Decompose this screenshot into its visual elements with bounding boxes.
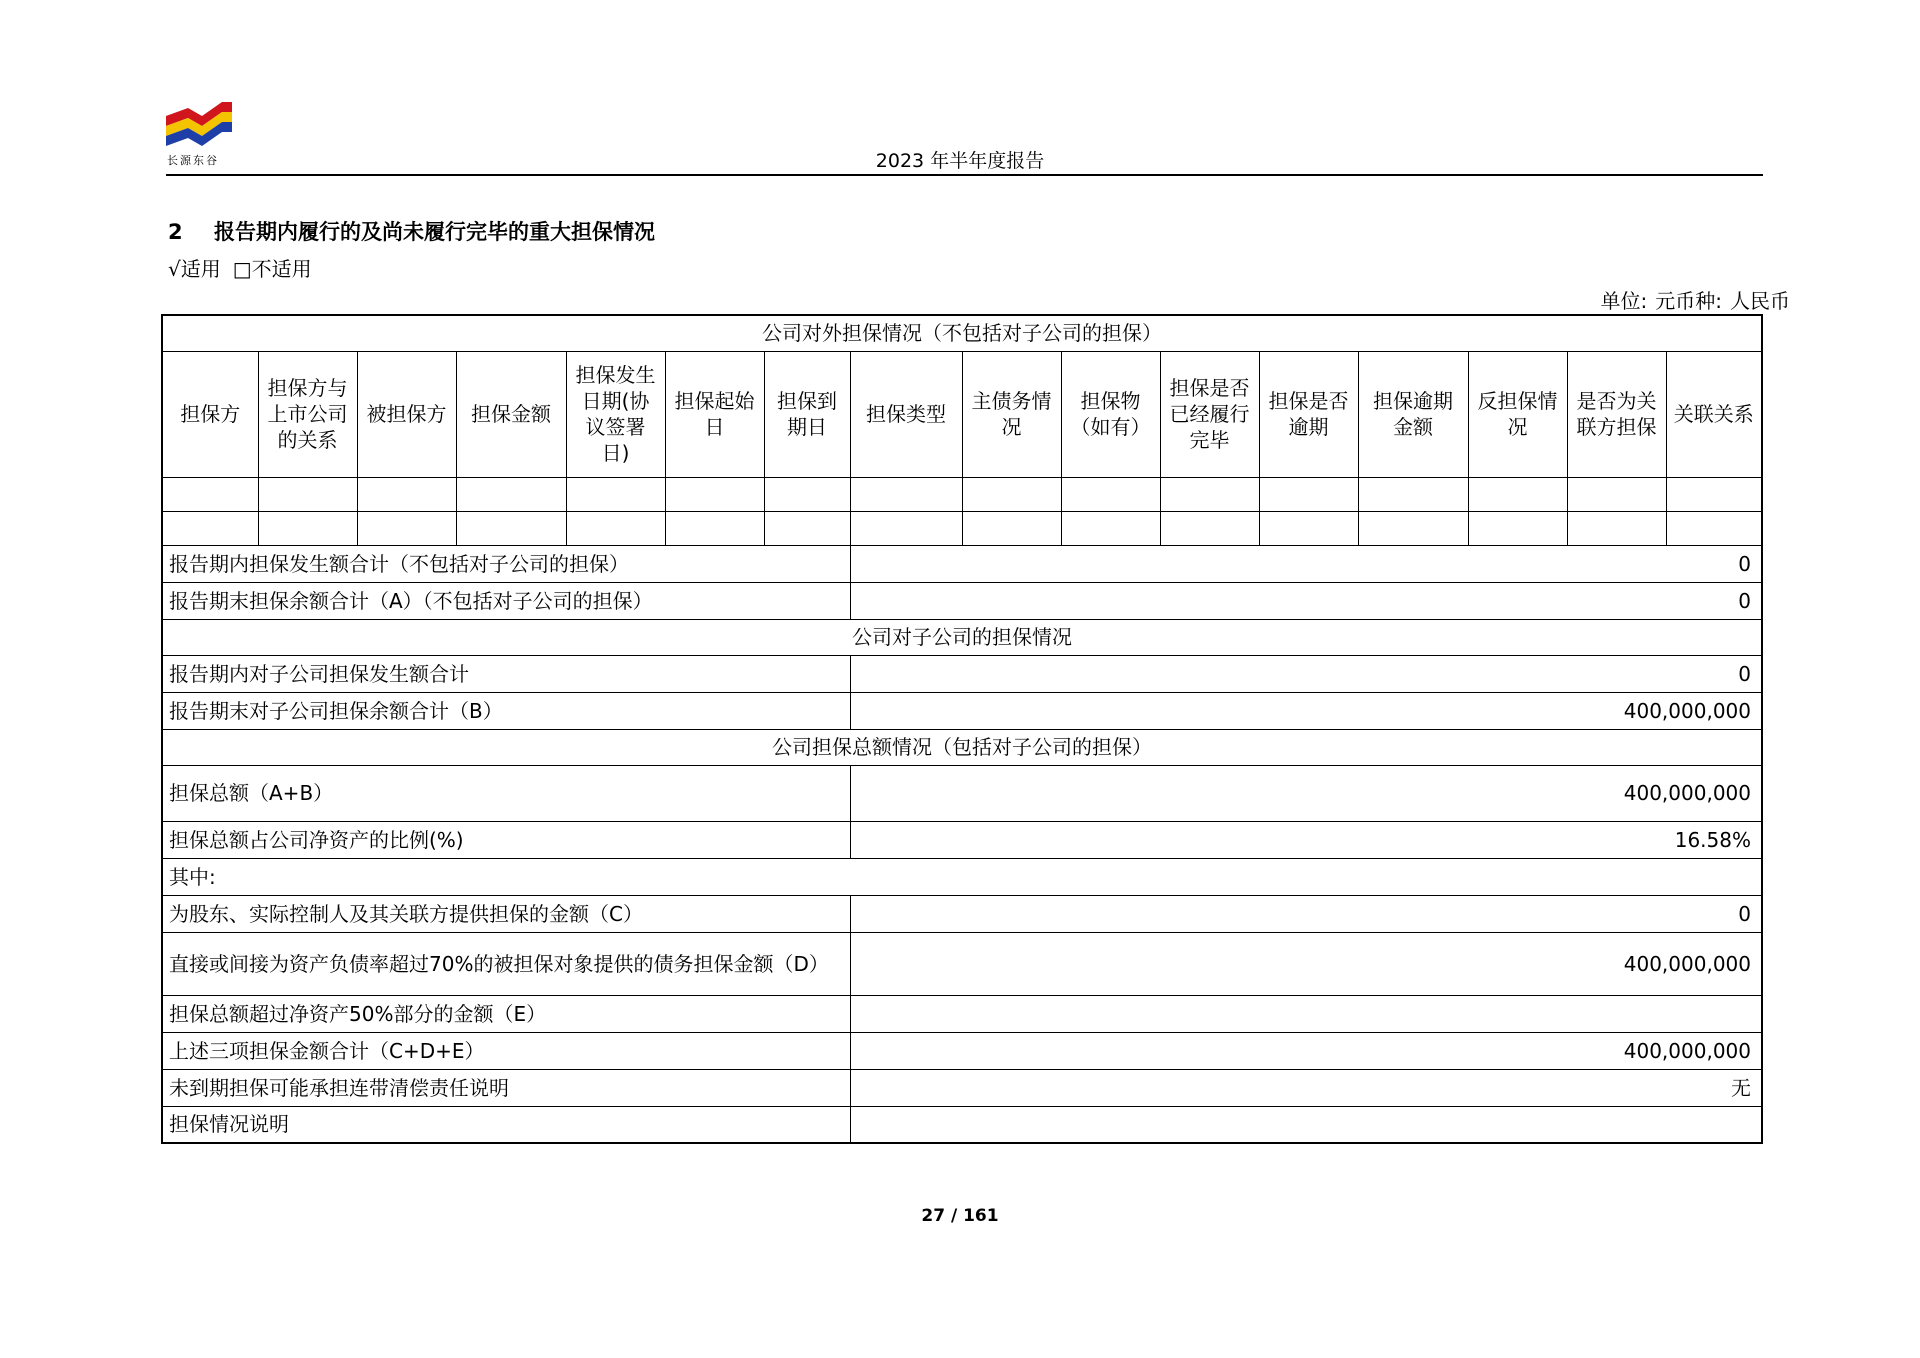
row-label: 上述三项担保金额合计（C+D+E） bbox=[162, 1032, 850, 1069]
table-row bbox=[162, 692, 1762, 729]
table-row bbox=[162, 1032, 1762, 1069]
column-header: 担保逾期金额 bbox=[1358, 351, 1468, 477]
table-row bbox=[162, 821, 1762, 858]
row-value: 0 bbox=[850, 582, 1762, 619]
column-header: 担保是否已经履行完毕 bbox=[1160, 351, 1259, 477]
column-header: 担保类型 bbox=[850, 351, 962, 477]
table-row bbox=[162, 995, 1762, 1032]
row-label: 直接或间接为资产负债率超过70%的被担保对象提供的债务担保金额（D） bbox=[162, 932, 850, 995]
row-value bbox=[850, 1106, 1762, 1143]
row-value: 无 bbox=[850, 1069, 1762, 1106]
column-header: 关联关系 bbox=[1666, 351, 1762, 477]
row-value: 400,000,000 bbox=[850, 932, 1762, 995]
row-label: 担保总额占公司净资产的比例(%) bbox=[162, 821, 850, 858]
column-header: 担保是否逾期 bbox=[1259, 351, 1358, 477]
row-label: 报告期末对子公司担保余额合计（B） bbox=[162, 692, 850, 729]
table-row bbox=[162, 655, 1762, 692]
column-header: 担保方与上市公司的关系 bbox=[258, 351, 357, 477]
row-label: 为股东、实际控制人及其关联方提供担保的金额（C） bbox=[162, 895, 850, 932]
subsidiary-guarantee-title: 公司对子公司的担保情况 bbox=[162, 619, 1762, 655]
row-value: 0 bbox=[850, 655, 1762, 692]
column-header: 担保到期日 bbox=[764, 351, 850, 477]
row-value bbox=[850, 995, 1762, 1032]
unit-line bbox=[1593, 285, 1791, 314]
row-label: 担保总额超过净资产50%部分的金额（E） bbox=[162, 995, 850, 1032]
total-guarantee-title: 公司担保总额情况（包括对子公司的担保） bbox=[162, 729, 1762, 765]
table-row bbox=[162, 932, 1762, 995]
row-label: 担保总额（A+B） bbox=[162, 765, 850, 821]
column-header: 反担保情况 bbox=[1468, 351, 1567, 477]
not-applicable-option: □不适用 bbox=[232, 257, 312, 281]
external-guarantee-title: 公司对外担保情况（不包括对子公司的担保） bbox=[162, 315, 1762, 351]
currency: 人民币 bbox=[1730, 289, 1790, 313]
unit-label: 单位: bbox=[1600, 289, 1648, 313]
table-row bbox=[162, 1069, 1762, 1106]
row-label: 报告期内对子公司担保发生额合计 bbox=[162, 655, 850, 692]
page-number: 27 / 161 bbox=[921, 1206, 999, 1226]
row-value: 400,000,000 bbox=[850, 1032, 1762, 1069]
table-row bbox=[162, 545, 1762, 582]
row-value: 400,000,000 bbox=[850, 692, 1762, 729]
row-value: 16.58% bbox=[850, 821, 1762, 858]
column-header: 担保发生日期(协议签署日) bbox=[566, 351, 665, 477]
row-value: 0 bbox=[850, 545, 1762, 582]
column-header: 担保起始日 bbox=[665, 351, 764, 477]
applicability-options bbox=[168, 253, 312, 282]
table-row bbox=[162, 1106, 1762, 1143]
column-header: 担保物（如有） bbox=[1061, 351, 1160, 477]
empty-row bbox=[162, 477, 1762, 511]
row-label: 报告期内担保发生额合计（不包括对子公司的担保） bbox=[162, 545, 850, 582]
row-label: 报告期末担保余额合计（A）（不包括对子公司的担保） bbox=[162, 582, 850, 619]
row-value: 0 bbox=[850, 895, 1762, 932]
report-title: 2023 年半年度报告 bbox=[875, 150, 1045, 172]
empty-row bbox=[162, 511, 1762, 545]
column-header: 被担保方 bbox=[357, 351, 456, 477]
row-label: 担保情况说明 bbox=[162, 1106, 850, 1143]
table-row bbox=[162, 582, 1762, 619]
column-header: 主债务情况 bbox=[962, 351, 1061, 477]
row-label: 未到期担保可能承担连带清偿责任说明 bbox=[162, 1069, 850, 1106]
applicable-option: √适用 bbox=[168, 257, 221, 281]
row-value: 400,000,000 bbox=[850, 765, 1762, 821]
section-title: 报告期内履行的及尚未履行完毕的重大担保情况 bbox=[214, 220, 655, 244]
header-divider bbox=[166, 174, 1763, 176]
among-label: 其中: bbox=[162, 858, 1762, 895]
logo-text: 长源东谷 bbox=[167, 154, 219, 167]
section-number: 2 bbox=[168, 220, 183, 244]
column-header: 担保方 bbox=[162, 351, 258, 477]
unit-value: 元币种: bbox=[1655, 289, 1722, 313]
column-header: 担保金额 bbox=[456, 351, 566, 477]
column-header: 是否为关联方担保 bbox=[1567, 351, 1666, 477]
table-row bbox=[162, 765, 1762, 821]
section-heading bbox=[168, 216, 655, 246]
table-row bbox=[162, 895, 1762, 932]
guarantee-table bbox=[161, 314, 1763, 1144]
